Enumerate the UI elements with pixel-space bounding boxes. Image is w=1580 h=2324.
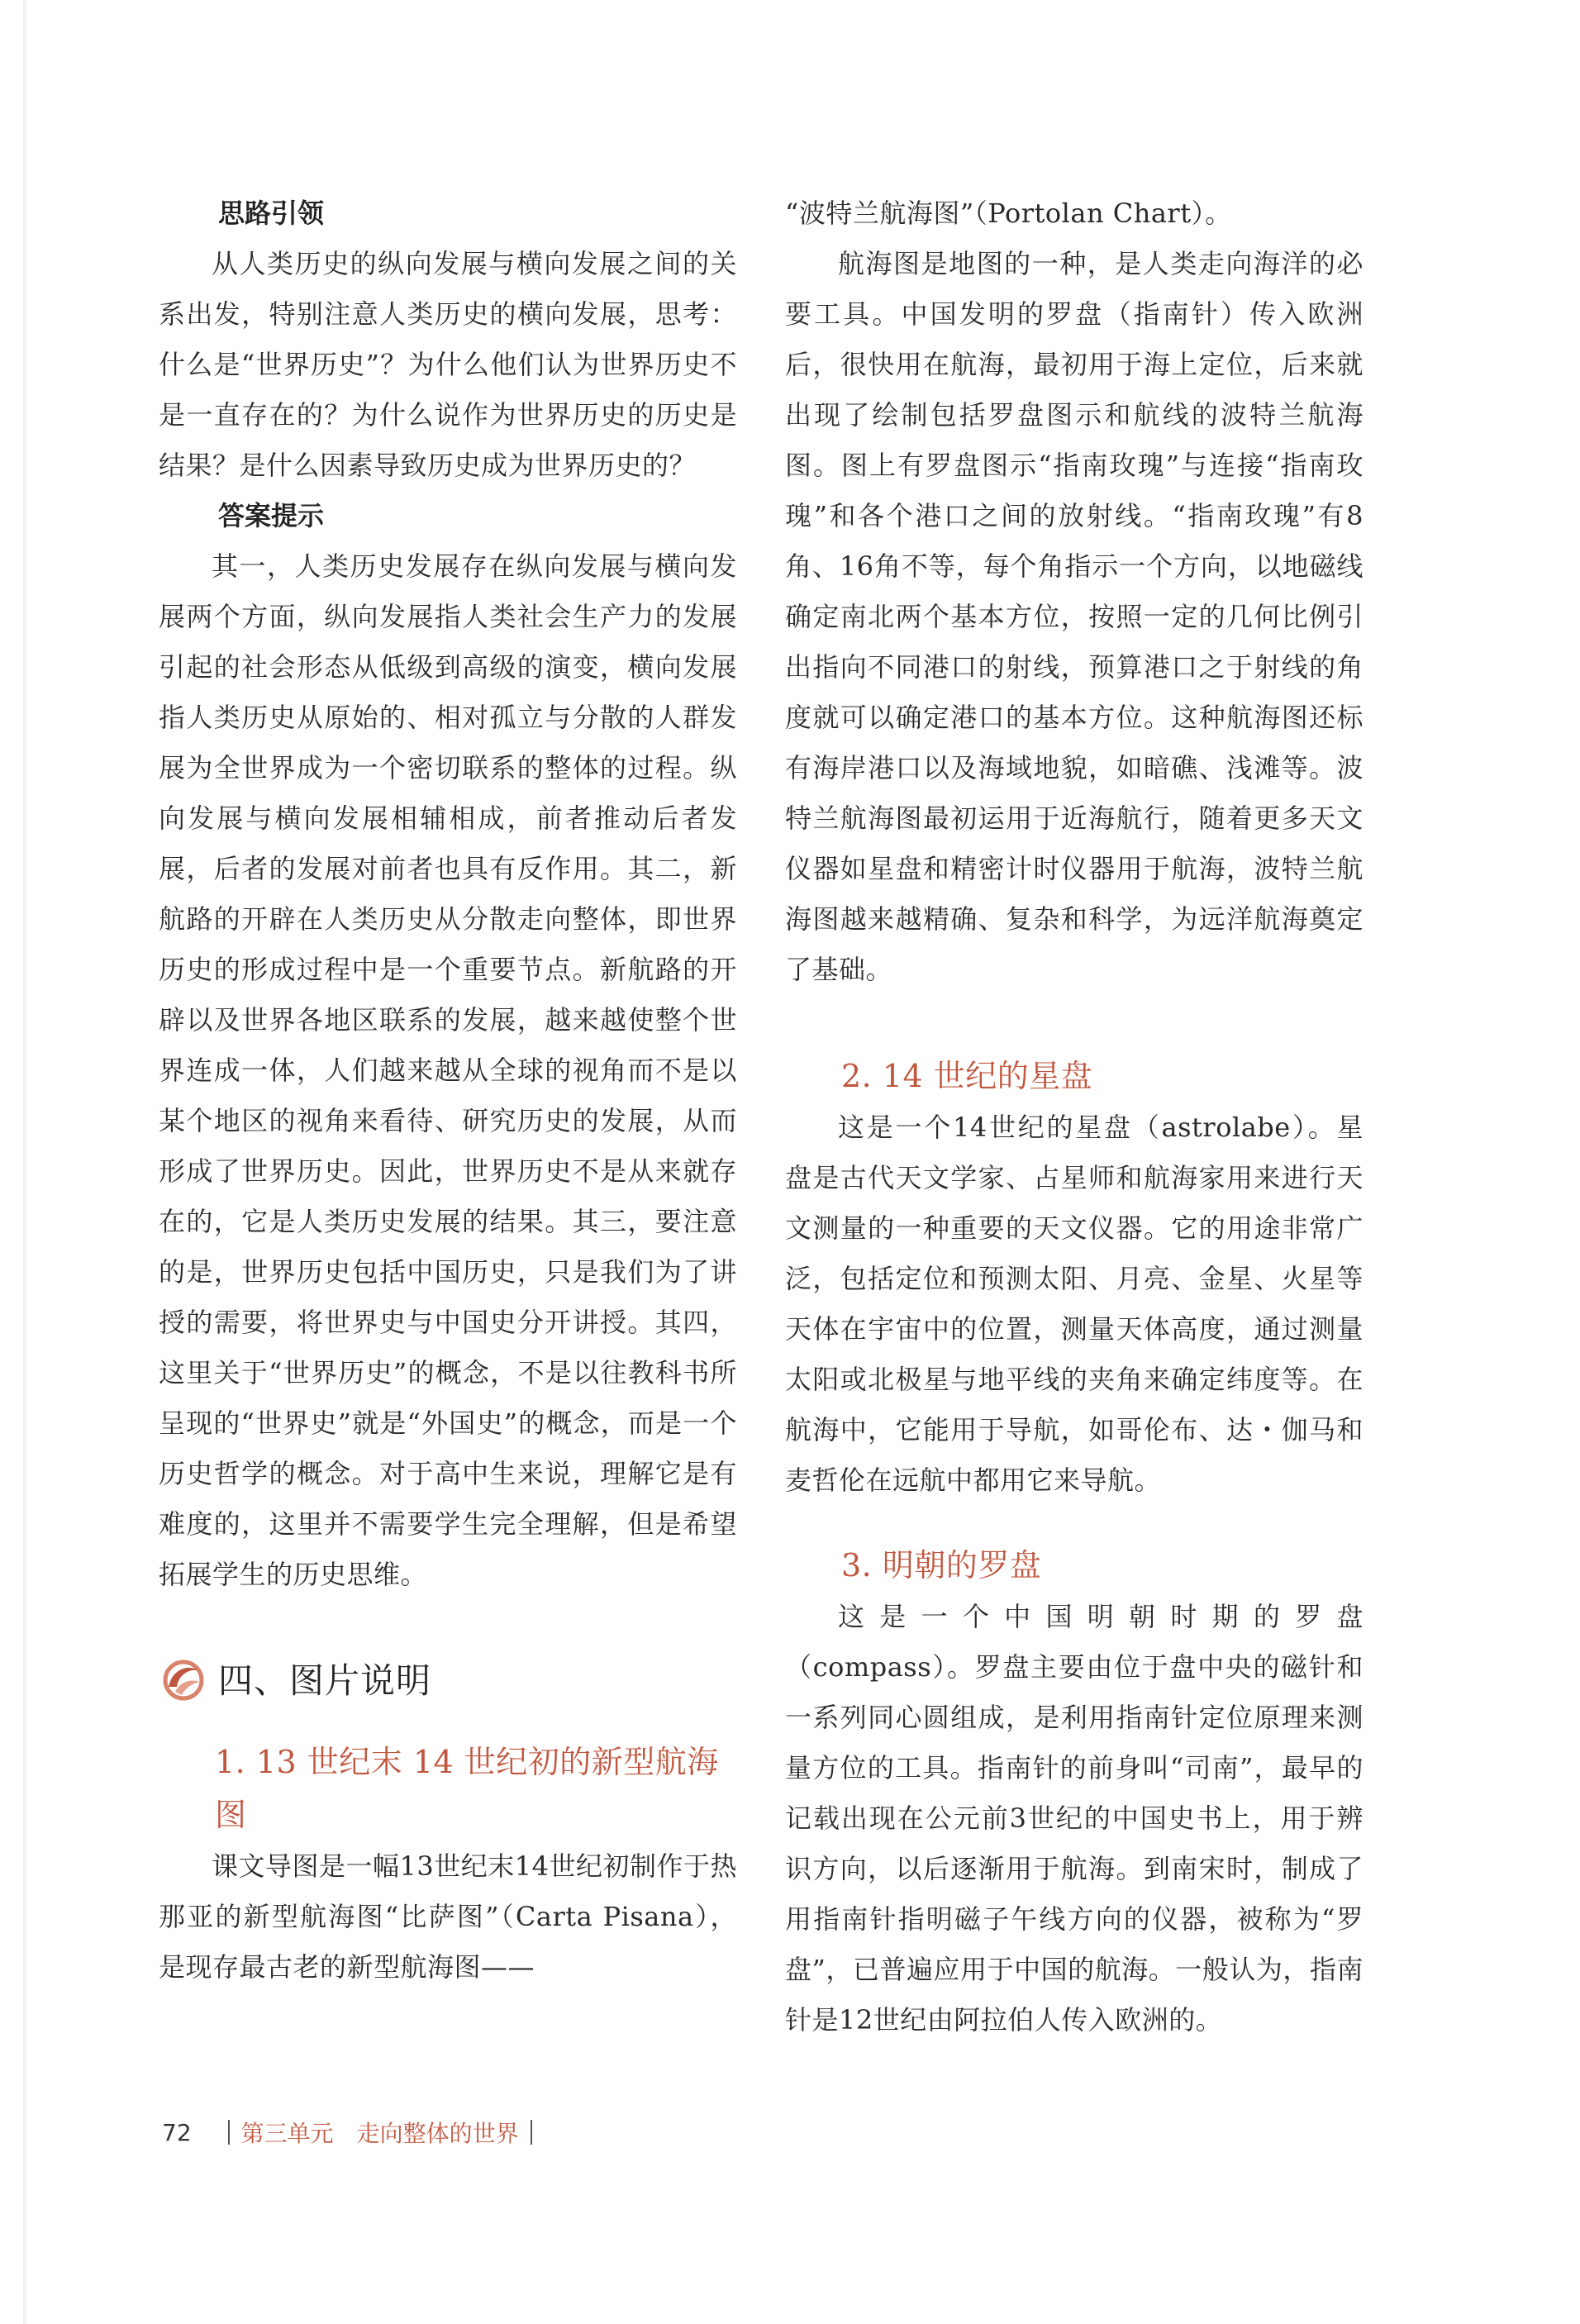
page-footer bbox=[162, 2116, 544, 2149]
figure-1-heading: 1. 13 世纪末 14 世纪初的新型航海图 bbox=[215, 1744, 719, 1833]
section-heading bbox=[159, 1645, 737, 1712]
figure-3-heading: 3. 明朝的罗盘 bbox=[841, 1547, 1042, 1583]
figure-2-paragraph: 这是一个14世纪的星盘（astrolabe）。星盘是古代天文学家、占星师和航海家用来进行天文测量的一种重要的天文仪器。它的用途非常广泛，包括定位和预测太阳、月亮、金星、火星等天体在宇宙中的位置，测量天体高度，通过测量太阳或北极星与地平线的夹角来确定纬度等。在航海中，它能用于导航，如哥伦布、达・伽马和麦哲伦在远航中都用它来导航。 bbox=[785, 1112, 1363, 1496]
figure-1-paragraph-2: 航海图是地图的一种，是人类走向海洋的必要工具。中国发明的罗盘（指南针）传入欧洲后，很快用在航海，最初用于海上定位，后来就出现了绘制包括罗盘图示和航线的波特兰航海图。图上有罗盘图示“指南玫瑰”与连接“指南玫瑰”和各个港口之间的放射线。“指南玫瑰”有8角、16角不等，每个角指示一个方向，以地磁线确定南北两个基本方位，按照一定的几何比例引出指向不同港口的射线，预算港口之于射线的角度就可以确定港口的基本方位。这种航海图还标有海岸港口以及海域地貌，如暗礁、浅滩等。波特兰航海图最初运用于近海航行，随着更多天文仪器如星盘和精密计时仪器用于航海，波特兰航海图越来越精确、复杂和科学，为远洋航海奠定了基础。 bbox=[785, 248, 1363, 985]
footer-unit: 第三单元 bbox=[240, 2120, 334, 2147]
section-title: 四、图片说明 bbox=[218, 1660, 432, 1701]
heading-answer: 答案提示 bbox=[218, 500, 325, 531]
paragraph-thinking: 从人类历史的纵向发展与横向发展之间的关系出发，特别注意人类历史的横向发展，思考：什么是“世界历史”？为什么他们认为世界历史不是一直存在的？为什么说作为世界历史的历史是结果？是什么因素导致历史成为世界历史的？ bbox=[159, 248, 737, 481]
page-number: 72 bbox=[162, 2118, 192, 2146]
page-edge-shadow bbox=[23, 0, 28, 2324]
figure-3-paragraph: 这是一个中国明朝时期的罗盘（compass）。罗盘主要由位于盘中央的磁针和一系列同心圆组成，是利用指南针定位原理来测量方位的工具。指南针的前身叫“司南”，最早的记载出现在公元前3世纪的中国史书上，用于辨识方向，以后逐渐用于航海。到南宋时，制成了用指南针指明磁子午线方向的仪器，被称为“罗盘”，已普遍应用于中国的航海。一般认为，指南针是12世纪由阿拉伯人传入欧洲的。 bbox=[785, 1601, 1363, 2036]
swirl-section-icon bbox=[159, 1654, 208, 1703]
paragraph-answer: 其一，人类历史发展存在纵向发展与横向发展两个方面，纵向发展指人类社会生产力的发展引起的社会形态从低级到高级的演变，横向发展指人类历史从原始的、相对孤立与分散的人群发展为全世界成为一个密切联系的整体的过程。纵向发展与横向发展相辅相成，前者推动后者发展，后者的发展对前者也具有反作用。其二，新航路的开辟在人类历史从分散走向整体，即世界历史的形成过程中是一个重要节点。新航路的开辟以及世界各地区联系的发展，越来越使整个世界连成一体，人们越来越从全球的视角而不是以某个地区的视角来看待、研究历史的发展，从而形成了世界历史。因此，世界历史不是从来就存在的，它是人类历史发展的结果。其三，要注意的是，世界历史包括中国历史，只是我们为了讲授的需要，将世界史与中国史分开讲授。其四，这里关于“世界历史”的概念，不是以往教科书所呈现的“世界史”就是“外国史”的概念，而是一个历史哲学的概念。对于高中生来说，理解它是有难度的，这里并不需要学生完全理解，但是希望拓展学生的历史思维。 bbox=[159, 550, 737, 1590]
figure-1-paragraph: 课文导图是一幅13世纪末14世纪初制作于热那亚的新型航海图“比萨图”（Carta Pisana），是现存最古老的新型航海图—— bbox=[159, 1850, 737, 1983]
left-column bbox=[159, 188, 737, 1993]
footer-divider-right bbox=[531, 2120, 532, 2145]
figure-1-continuation: “波特兰航海图”（Portolan Chart）。 bbox=[785, 198, 1232, 229]
footer-divider-left bbox=[228, 2120, 230, 2145]
footer-unit-title: 走向整体的世界 bbox=[356, 2120, 519, 2147]
figure-2-heading: 2. 14 世纪的星盘 bbox=[841, 1058, 1093, 1094]
right-column bbox=[785, 188, 1363, 2045]
heading-thinking: 思路引领 bbox=[218, 198, 325, 229]
